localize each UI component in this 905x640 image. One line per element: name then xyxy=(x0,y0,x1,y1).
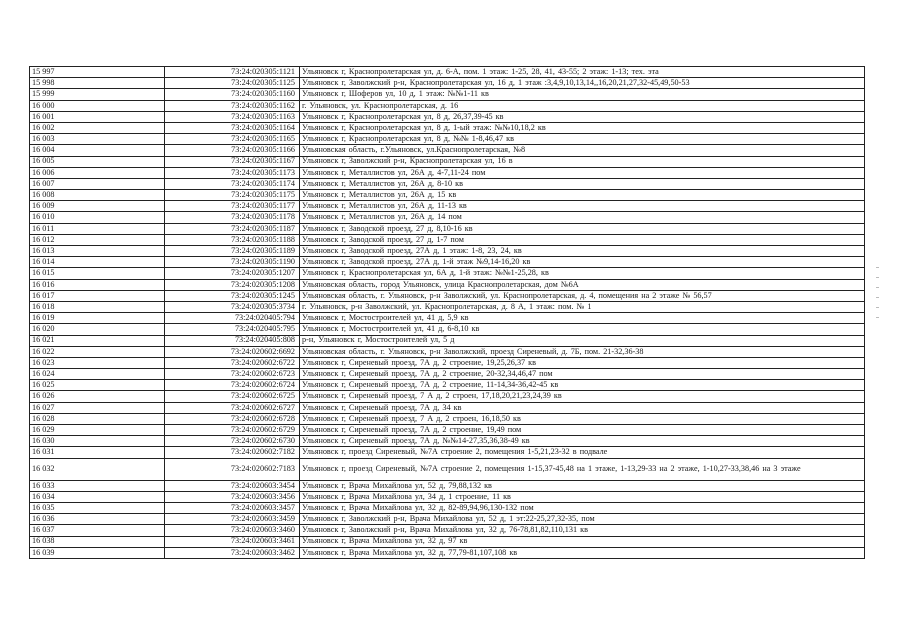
cadastral-number-cell: 73:24:020603:3457 xyxy=(165,502,300,513)
row-number-cell: 16 025 xyxy=(30,380,165,391)
address-cell: Ульяновск г, Краснопролетарская ул, 8 д, 26,37,39-45 кв xyxy=(300,111,865,122)
row-number-cell: 16 030 xyxy=(30,436,165,447)
address-cell: Ульяновск г, Металлистов ул, 26А д, 11-13 кв xyxy=(300,201,865,212)
cadastral-number-cell: 73:24:020305:1160 xyxy=(165,89,300,100)
row-number-cell: 16 008 xyxy=(30,190,165,201)
address-cell: Ульяновск г, Заводской проезд, 27 д, 8,10-16 кв xyxy=(300,223,865,234)
table-row xyxy=(30,234,865,245)
scan-mark xyxy=(876,287,879,288)
table-row xyxy=(30,324,865,335)
row-number-cell: 16 011 xyxy=(30,223,165,234)
row-number-cell: 16 004 xyxy=(30,145,165,156)
address-cell: Ульяновск г, Врача Михайлова ул, 52 д, 79,88,132 кв xyxy=(300,480,865,491)
row-number-cell: 16 003 xyxy=(30,134,165,145)
table-row xyxy=(30,279,865,290)
row-number-cell: 16 034 xyxy=(30,491,165,502)
row-number-cell: 16 022 xyxy=(30,346,165,357)
address-cell: Ульяновск г, Врача Михайлова ул, 32 д, 97 кв xyxy=(300,536,865,547)
table-row xyxy=(30,357,865,368)
address-cell: г. Ульяновск, р-н Заволжский, ул. Краснопролетарская, д. 8 А, 1 этаж: пом. № 1 xyxy=(300,301,865,312)
address-cell: Ульяновск г, Заводской проезд, 27А д, 1-й этаж №9,14-16,20 кв xyxy=(300,257,865,268)
cadastral-number-cell: 73:24:020602:6723 xyxy=(165,369,300,380)
table-row xyxy=(30,89,865,100)
cadastral-number-cell: 73:24:020305:1207 xyxy=(165,268,300,279)
cadastral-number-cell: 73:24:020305:1167 xyxy=(165,156,300,167)
table-row xyxy=(30,223,865,234)
address-cell: Ульяновск г, проезд Сиреневый, №7А строение 2, помещения 1-5,21,23-32 в подвале xyxy=(300,447,865,458)
address-cell: г. Ульяновск, ул. Краснопролетарская, д. 16 xyxy=(300,100,865,111)
table-row xyxy=(30,547,865,558)
address-cell: Ульяновск г, Металлистов ул, 26А д, 4-7,11-24 пом xyxy=(300,167,865,178)
cadastral-number-cell: 73:24:020305:1245 xyxy=(165,290,300,301)
table-row xyxy=(30,346,865,357)
row-number-cell: 16 023 xyxy=(30,357,165,368)
address-cell: Ульяновск г, Металлистов ул, 26А д, 15 кв xyxy=(300,190,865,201)
address-cell: Ульяновск г, Сиреневый проезд, 7А д, 2 строение, 11-14,34-36,42-45 кв xyxy=(300,380,865,391)
cadastral-number-cell: 73:24:020602:6729 xyxy=(165,425,300,436)
scan-margin-marks xyxy=(870,258,890,327)
cadastral-number-cell: 73:24:020305:1177 xyxy=(165,201,300,212)
cadastral-number-cell: 73:24:020405:795 xyxy=(165,324,300,335)
address-cell: Ульяновск г, Сиреневый проезд, 7А д, 2 строение, 19,25,26,37 кв xyxy=(300,357,865,368)
cadastral-number-cell: 73:24:020602:6730 xyxy=(165,436,300,447)
address-cell: Ульяновск г, Врача Михайлова ул, 32 д, 77,79-81,107,108 кв xyxy=(300,547,865,558)
cadastral-number-cell: 73:24:020602:6724 xyxy=(165,380,300,391)
table-row xyxy=(30,425,865,436)
row-number-cell: 16 005 xyxy=(30,156,165,167)
cadastral-number-cell: 73:24:020602:7183 xyxy=(165,458,300,480)
table-row xyxy=(30,178,865,189)
table-row xyxy=(30,167,865,178)
row-number-cell: 16 032 xyxy=(30,458,165,480)
cadastral-number-cell: 73:24:020305:1174 xyxy=(165,178,300,189)
table-row xyxy=(30,380,865,391)
table-row xyxy=(30,156,865,167)
table-row xyxy=(30,402,865,413)
table-row xyxy=(30,290,865,301)
register-table xyxy=(29,66,865,559)
table-row xyxy=(30,100,865,111)
table-row xyxy=(30,145,865,156)
address-cell: Ульяновск г, Шоферов ул, 10 д, 1 этаж: №№1-11 кв xyxy=(300,89,865,100)
address-cell: Ульяновск г, Заводской проезд, 27А д, 1 этаж: 1-8, 23, 24, кв xyxy=(300,246,865,257)
table-row xyxy=(30,212,865,223)
table-row xyxy=(30,391,865,402)
table-row xyxy=(30,536,865,547)
table-row xyxy=(30,413,865,424)
address-cell: Ульяновск г, Врача Михайлова ул, 32 д, 82-89,94,96,130-132 пом xyxy=(300,502,865,513)
address-cell: Ульяновск г, Краснопролетарская ул, д. 6-А, пом. 1 этаж: 1-25, 28, 41, 43-55; 2 этаж: 1-13; тех. эта xyxy=(300,67,865,78)
address-cell: Ульяновская область, г. Ульяновск, р-н Заволжский, проезд Сиреневый, д. 7Б, пом. 21-32,36-38 xyxy=(300,346,865,357)
row-number-cell: 16 013 xyxy=(30,246,165,257)
document-page xyxy=(29,66,865,559)
row-number-cell: 16 002 xyxy=(30,122,165,133)
row-number-cell: 16 033 xyxy=(30,480,165,491)
scan-mark xyxy=(876,297,879,298)
cadastral-number-cell: 73:24:020305:1189 xyxy=(165,246,300,257)
cadastral-number-cell: 73:24:020305:3734 xyxy=(165,301,300,312)
cadastral-number-cell: 73:24:020603:3456 xyxy=(165,491,300,502)
table-row xyxy=(30,447,865,458)
row-number-cell: 16 038 xyxy=(30,536,165,547)
cadastral-number-cell: 73:24:020603:3459 xyxy=(165,514,300,525)
cadastral-number-cell: 73:24:020602:7182 xyxy=(165,447,300,458)
cadastral-number-cell: 73:24:020305:1190 xyxy=(165,257,300,268)
table-row xyxy=(30,190,865,201)
address-cell: Ульяновск г, Сиреневый проезд, 7А д, 34 кв xyxy=(300,402,865,413)
row-number-cell: 16 021 xyxy=(30,335,165,346)
row-number-cell: 16 009 xyxy=(30,201,165,212)
table-row xyxy=(30,246,865,257)
row-number-cell: 16 036 xyxy=(30,514,165,525)
row-number-cell: 16 012 xyxy=(30,234,165,245)
cadastral-number-cell: 73:24:020602:6725 xyxy=(165,391,300,402)
row-number-cell: 16 039 xyxy=(30,547,165,558)
table-row xyxy=(30,201,865,212)
cadastral-number-cell: 73:24:020305:1166 xyxy=(165,145,300,156)
table-row xyxy=(30,134,865,145)
address-cell: Ульяновск г, проезд Сиреневый, №7А строение 2, помещения 1-15,37-45,48 на 1 этаже, 1-13,29-33 на 2 этаже, 1-10,27-33,38,46 на 3 этаже xyxy=(300,458,865,480)
table-row xyxy=(30,111,865,122)
cadastral-number-cell: 73:24:020305:1187 xyxy=(165,223,300,234)
row-number-cell: 16 015 xyxy=(30,268,165,279)
cadastral-number-cell: 73:24:020305:1121 xyxy=(165,67,300,78)
cadastral-number-cell: 73:24:020603:3460 xyxy=(165,525,300,536)
cadastral-number-cell: 73:24:020305:1188 xyxy=(165,234,300,245)
table-row xyxy=(30,301,865,312)
table-row xyxy=(30,525,865,536)
row-number-cell: 16 019 xyxy=(30,313,165,324)
cadastral-number-cell: 73:24:020305:1175 xyxy=(165,190,300,201)
table-row xyxy=(30,268,865,279)
cadastral-number-cell: 73:24:020603:3462 xyxy=(165,547,300,558)
cadastral-number-cell: 73:24:020305:1164 xyxy=(165,122,300,133)
address-cell: Ульяновск г, Заволжский р-н, Врача Михайлова ул, 52 д, 1 эт:22-25,27,32-35, пом xyxy=(300,514,865,525)
cadastral-number-cell: 73:24:020603:3454 xyxy=(165,480,300,491)
table-row xyxy=(30,369,865,380)
row-number-cell: 16 031 xyxy=(30,447,165,458)
address-cell: Ульяновск г, Сиреневый проезд, 7 А д, 2 строен, 17,18,20,21,23,24,39 кв xyxy=(300,391,865,402)
row-number-cell: 16 026 xyxy=(30,391,165,402)
address-cell: Ульяновск г, Врача Михайлова ул, 34 д, 1 строение, 11 кв xyxy=(300,491,865,502)
cadastral-number-cell: 73:24:020602:6722 xyxy=(165,357,300,368)
table-row xyxy=(30,514,865,525)
table-row xyxy=(30,458,865,480)
address-cell: Ульяновск г, Металлистов ул, 26А д, 14 пом xyxy=(300,212,865,223)
row-number-cell: 16 014 xyxy=(30,257,165,268)
register-table-body xyxy=(30,67,865,559)
row-number-cell: 16 024 xyxy=(30,369,165,380)
row-number-cell: 16 020 xyxy=(30,324,165,335)
cadastral-number-cell: 73:24:020305:1208 xyxy=(165,279,300,290)
cadastral-number-cell: 73:24:020602:6727 xyxy=(165,402,300,413)
address-cell: Ульяновск г, Заволжский р-н, Краснопролетарская ул, 16 д, 1 этаж :3,4,9,10,13,14,,16,20,21,27,32-45,49,50-53 xyxy=(300,78,865,89)
cadastral-number-cell: 73:24:020305:1178 xyxy=(165,212,300,223)
table-row xyxy=(30,78,865,89)
row-number-cell: 15 997 xyxy=(30,67,165,78)
row-number-cell: 16 037 xyxy=(30,525,165,536)
scan-mark xyxy=(876,317,879,318)
address-cell: Ульяновск г, Мостостроителей ул, 41 д, 5,9 кв xyxy=(300,313,865,324)
row-number-cell: 16 027 xyxy=(30,402,165,413)
scan-mark xyxy=(876,307,879,308)
cadastral-number-cell: 73:24:020405:794 xyxy=(165,313,300,324)
table-row xyxy=(30,491,865,502)
cadastral-number-cell: 73:24:020602:6692 xyxy=(165,346,300,357)
table-row xyxy=(30,480,865,491)
row-number-cell: 16 007 xyxy=(30,178,165,189)
address-cell: Ульяновская область, г. Ульяновск, р-н Заволжский, ул. Краснопролетарская, д. 4, помещения на 2 этаже № 56,57 xyxy=(300,290,865,301)
row-number-cell: 15 998 xyxy=(30,78,165,89)
cadastral-number-cell: 73:24:020405:808 xyxy=(165,335,300,346)
table-row xyxy=(30,502,865,513)
address-cell: Ульяновск г, Заволжский р-н, Врача Михайлова ул, 32 д, 76-78,81,82,110,131 кв xyxy=(300,525,865,536)
table-row xyxy=(30,122,865,133)
row-number-cell: 16 000 xyxy=(30,100,165,111)
address-cell: Ульяновск г, Краснопролетарская ул, 6А д, 1-й этаж: №№1-25,28, кв xyxy=(300,268,865,279)
address-cell: Ульяновск г, Мостостроителей ул, 41 д, 6-8,10 кв xyxy=(300,324,865,335)
cadastral-number-cell: 73:24:020305:1173 xyxy=(165,167,300,178)
address-cell: Ульяновск г, Металлистов ул, 26А д, 8-10 кв xyxy=(300,178,865,189)
address-cell: Ульяновск г, Заволжский р-н, Краснопролетарская ул, 16 в xyxy=(300,156,865,167)
cadastral-number-cell: 73:24:020603:3461 xyxy=(165,536,300,547)
table-row xyxy=(30,257,865,268)
row-number-cell: 16 029 xyxy=(30,425,165,436)
address-cell: Ульяновская область, г.Ульяновск, ул.Краснопролетарская, №8 xyxy=(300,145,865,156)
address-cell: Ульяновск г, Сиреневый проезд, 7 А д, 2 строен, 16,18,50 кв xyxy=(300,413,865,424)
row-number-cell: 16 001 xyxy=(30,111,165,122)
cadastral-number-cell: 73:24:020305:1163 xyxy=(165,111,300,122)
row-number-cell: 16 018 xyxy=(30,301,165,312)
table-row xyxy=(30,335,865,346)
row-number-cell: 16 016 xyxy=(30,279,165,290)
scan-mark xyxy=(876,277,879,278)
address-cell: Ульяновская область, город Ульяновск, улица Краснопролетарская, дом №6А xyxy=(300,279,865,290)
address-cell: Ульяновск г, Сиреневый проезд, 7А д, 2 строение, 19,49 пом xyxy=(300,425,865,436)
address-cell: Ульяновск г, Сиреневый проезд, 7А д, 2 строение, 20-32,34,46,47 пом xyxy=(300,369,865,380)
address-cell: Ульяновск г, Краснопролетарская ул, 8 д, №№ 1-8,46,47 кв xyxy=(300,134,865,145)
table-row xyxy=(30,436,865,447)
row-number-cell: 16 010 xyxy=(30,212,165,223)
address-cell: Ульяновск г, Сиреневый проезд, 7А д, №№14-27,35,36,38-49 кв xyxy=(300,436,865,447)
row-number-cell: 16 028 xyxy=(30,413,165,424)
row-number-cell: 15 999 xyxy=(30,89,165,100)
cadastral-number-cell: 73:24:020305:1162 xyxy=(165,100,300,111)
table-row xyxy=(30,313,865,324)
address-cell: Ульяновск г, Заводской проезд, 27 д, 1-7 пом xyxy=(300,234,865,245)
table-row xyxy=(30,67,865,78)
scan-mark xyxy=(876,267,879,268)
address-cell: р-н, Ульяновск г, Мостостроителей ул, 5 д xyxy=(300,335,865,346)
row-number-cell: 16 035 xyxy=(30,502,165,513)
address-cell: Ульяновск г, Краснопролетарская ул, 8 д, 1-ый этаж: №№10,18,2 кв xyxy=(300,122,865,133)
row-number-cell: 16 006 xyxy=(30,167,165,178)
cadastral-number-cell: 73:24:020602:6728 xyxy=(165,413,300,424)
row-number-cell: 16 017 xyxy=(30,290,165,301)
cadastral-number-cell: 73:24:020305:1125 xyxy=(165,78,300,89)
cadastral-number-cell: 73:24:020305:1165 xyxy=(165,134,300,145)
